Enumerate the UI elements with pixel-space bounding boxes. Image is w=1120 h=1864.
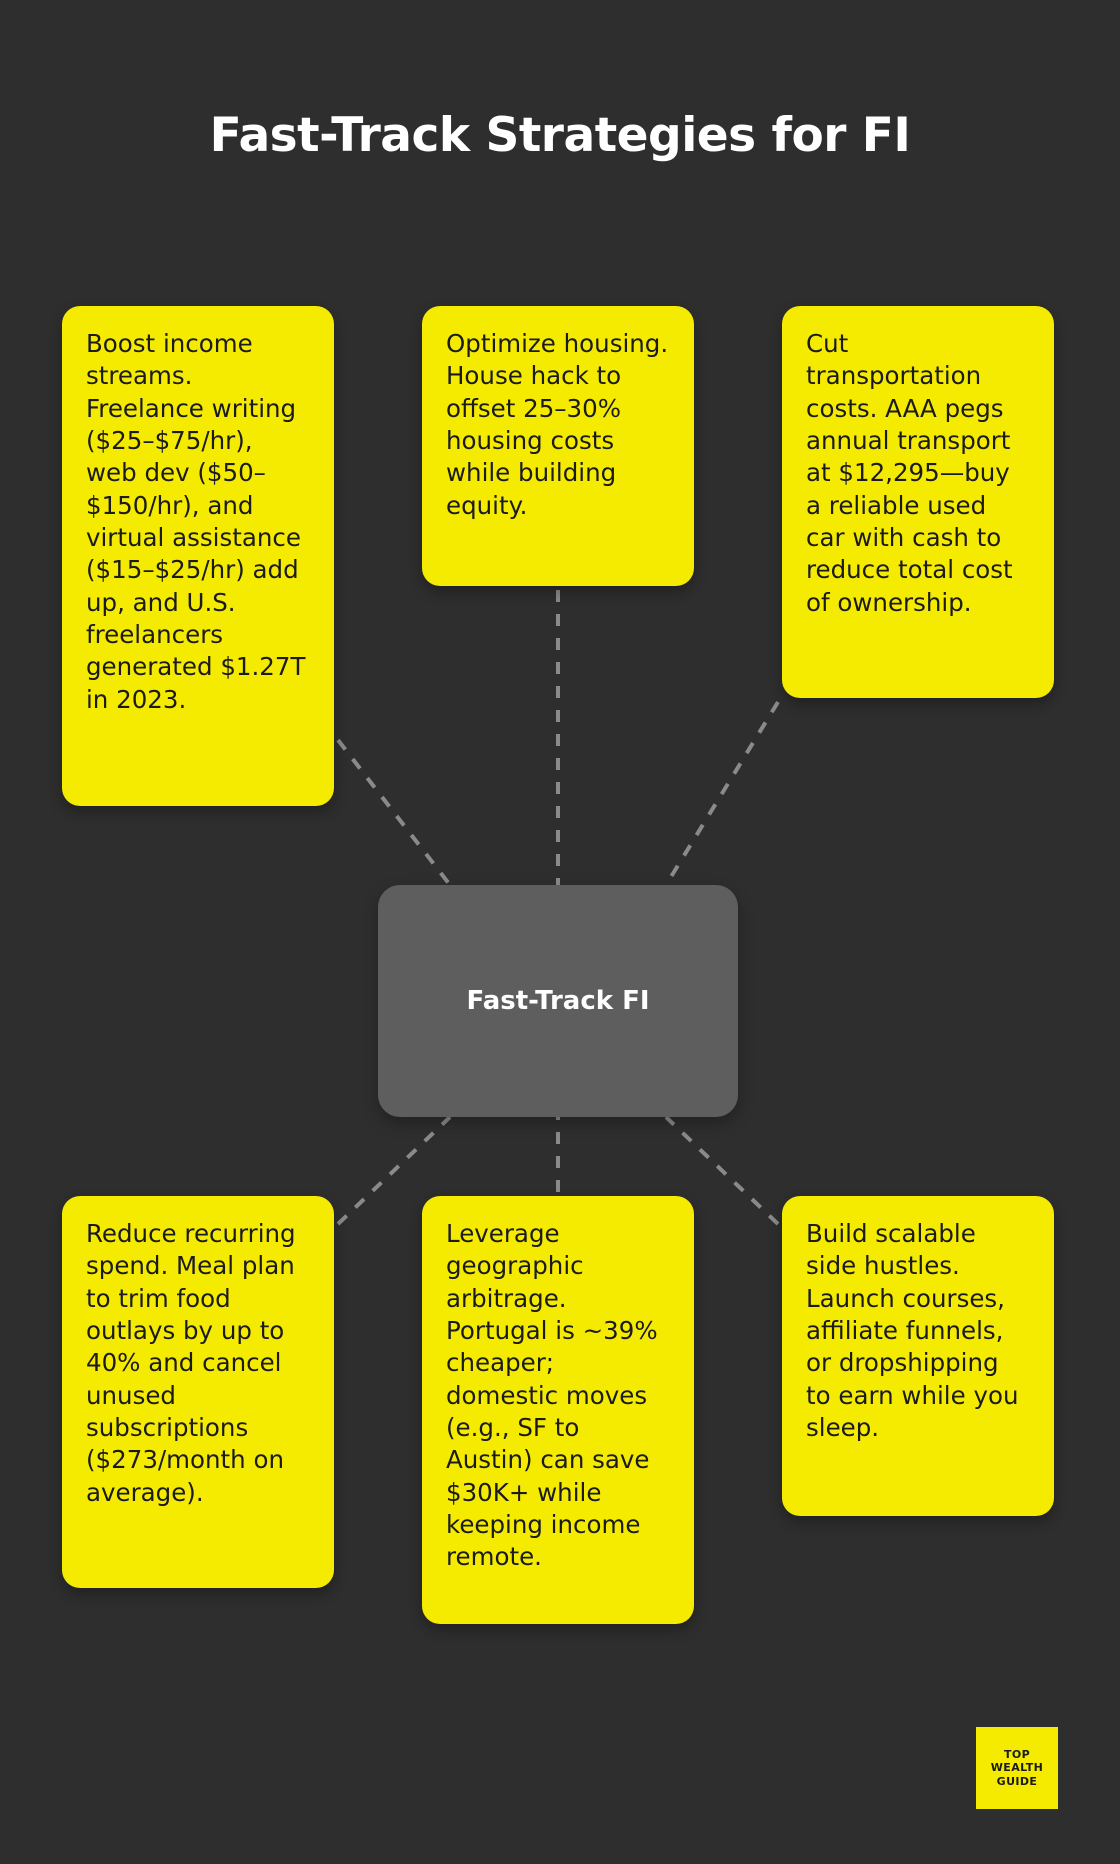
connector-line-3 — [666, 702, 778, 885]
strategy-card-text: Boost income streams. Freelance writing ($25–$75/hr), web dev ($50–$150/hr), and virtual assistance ($15–$25/hr) add up, and U.S. freelancers generated $1.27T in 2023. — [86, 329, 306, 714]
strategy-card-build-scalable-side-hustles[interactable] — [782, 1196, 1054, 1516]
hub-node[interactable] — [378, 885, 738, 1117]
strategy-card-leverage-geographic-arbitrage[interactable] — [422, 1196, 694, 1624]
strategy-card-text: Build scalable side hustles. Launch courses, affiliate funnels, or dropshipping to earn while you sleep. — [806, 1219, 1019, 1442]
logo-line-3: GUIDE — [996, 1774, 1038, 1788]
strategy-card-text: Leverage geographic arbitrage. Portugal is ~39% cheaper; domestic moves (e.g., SF to Austin) can save $30K+ while keeping income remote. — [446, 1219, 658, 1572]
strategy-card-boost-income-streams[interactable] — [62, 306, 334, 806]
logo-line-1: TOP — [1003, 1747, 1031, 1761]
connector-line-1 — [338, 740, 450, 885]
strategy-card-cut-transportation-costs[interactable] — [782, 306, 1054, 698]
strategy-card-text: Cut transportation costs. AAA pegs annual transport at $12,295—buy a reliable used car with cash to reduce total cost of ownership. — [806, 329, 1013, 617]
strategy-card-optimize-housing[interactable] — [422, 306, 694, 586]
page-title: Fast-Track Strategies for FI — [209, 108, 911, 163]
logo-line-2: WEALTH — [990, 1761, 1044, 1775]
strategy-card-text: Reduce recurring spend. Meal plan to trim food outlays by up to 40% and cancel unused subscriptions ($273/month on average). — [86, 1219, 296, 1507]
strategy-card-reduce-recurring-spend[interactable] — [62, 1196, 334, 1588]
hub-label: Fast-Track FI — [466, 986, 650, 1016]
brand-logo — [976, 1727, 1058, 1809]
strategy-card-text: Optimize housing. House hack to offset 25–30% housing costs while building equity. — [446, 329, 669, 520]
